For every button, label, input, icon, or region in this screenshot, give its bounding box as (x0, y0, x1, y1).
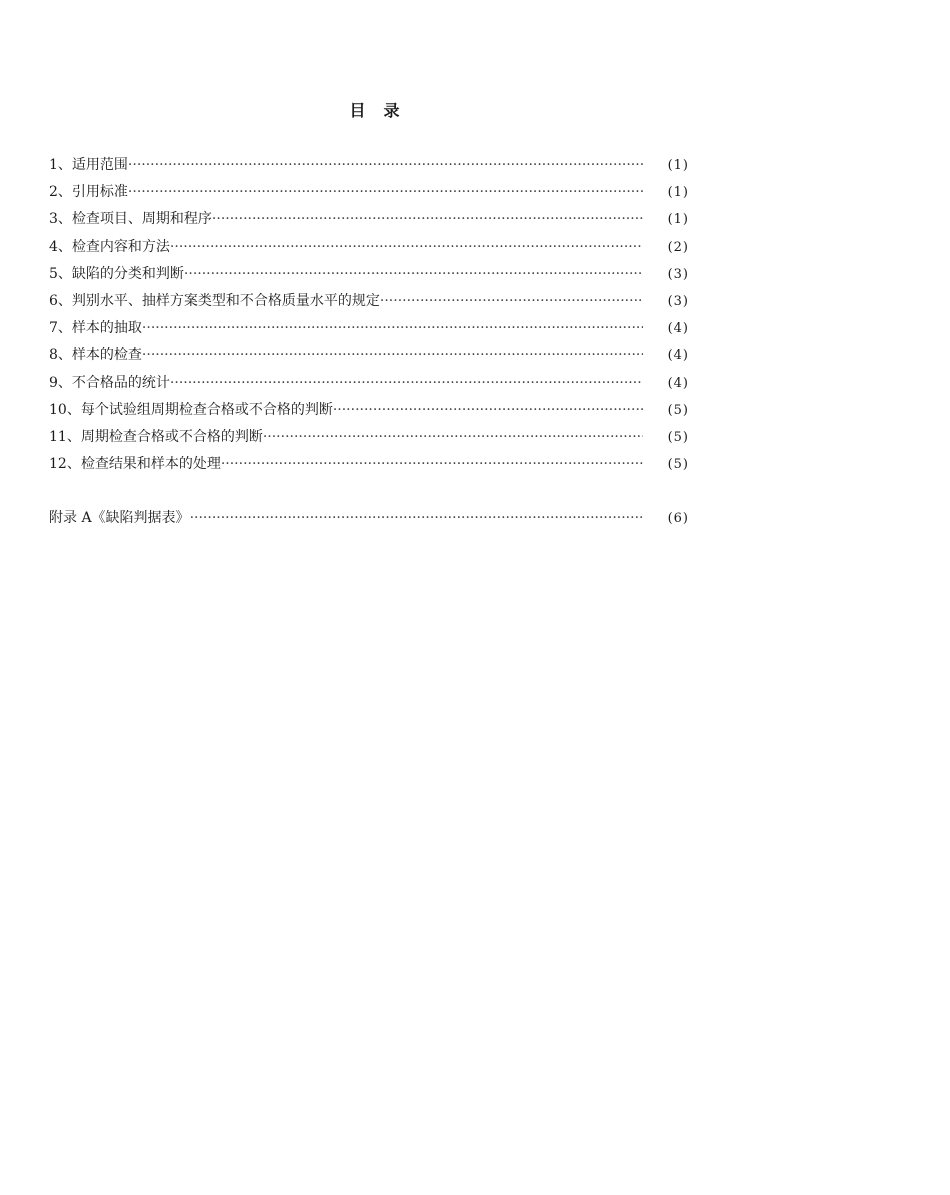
leader-dots (170, 370, 643, 397)
toc-entry-page: (4) (667, 321, 689, 337)
toc-entry-label: 10、每个试验组周期检查合格或不合格的判断 (49, 401, 333, 418)
leader-dots (142, 342, 643, 369)
toc-entry-page: (5) (667, 429, 689, 445)
toc-entry-label: 9、不合格品的统计 (49, 374, 170, 391)
leader-dots (128, 179, 643, 206)
toc-entry-5[interactable] (49, 261, 689, 288)
toc-entry-label: 12、检查结果和样本的处理 (49, 456, 221, 473)
toc-entry-11[interactable] (49, 424, 689, 451)
leader-dots (142, 315, 643, 342)
toc-entry-label: 2、引用标准 (49, 184, 128, 201)
toc-entry-label: 7、样本的抽取 (49, 320, 142, 337)
toc-entry-label: 11、周期检查合格或不合格的判断 (49, 428, 263, 445)
toc-entry-label: 6、判别水平、抽样方案类型和不合格质量水平的规定 (49, 292, 380, 309)
toc-entry-page: (5) (667, 457, 689, 473)
leader-dots (380, 288, 643, 315)
toc-entry-label: 3、检查项目、周期和程序 (49, 211, 212, 228)
leader-dots (190, 505, 643, 532)
toc-entry-3[interactable] (49, 206, 689, 233)
toc-entry-2[interactable] (49, 179, 689, 206)
toc-entry-4[interactable] (49, 234, 689, 261)
leader-dots (221, 451, 643, 478)
table-of-contents (49, 152, 689, 532)
toc-entry-9[interactable] (49, 370, 689, 397)
toc-entry-page: (1) (667, 185, 689, 201)
toc-entry-page: (2) (667, 239, 689, 255)
toc-entry-page: (5) (667, 402, 689, 418)
toc-entry-10[interactable] (49, 397, 689, 424)
leader-dots (170, 234, 643, 261)
page-title: 目 录 (349, 101, 401, 120)
toc-entry-page: (3) (667, 293, 689, 309)
leader-dots (184, 261, 643, 288)
leader-dots (128, 152, 643, 179)
toc-entry-label: 1、适用范围 (49, 157, 128, 173)
section-spacer (49, 478, 689, 505)
toc-entry-8[interactable] (49, 342, 689, 369)
toc-entry-12[interactable] (49, 451, 689, 478)
toc-entry-appendix-a[interactable] (49, 505, 689, 532)
toc-entry-page: (4) (667, 375, 689, 391)
leader-dots (263, 424, 643, 451)
toc-entry-page: (3) (667, 266, 689, 282)
toc-entry-1[interactable] (49, 152, 689, 179)
toc-entry-page: (4) (667, 348, 689, 364)
toc-entry-page: (1) (667, 212, 689, 228)
toc-entry-label: 附录 A《缺陷判据表》 (49, 510, 190, 527)
leader-dots (212, 206, 643, 233)
toc-entry-7[interactable] (49, 315, 689, 342)
toc-entry-page: (1) (667, 158, 689, 173)
toc-entry-6[interactable] (49, 288, 689, 315)
toc-entry-label: 8、样本的检查 (49, 347, 142, 364)
leader-dots (333, 397, 643, 424)
toc-entry-label: 4、检查内容和方法 (49, 238, 170, 255)
toc-entry-label: 5、缺陷的分类和判断 (49, 265, 184, 282)
toc-entry-page: (6) (667, 511, 689, 527)
